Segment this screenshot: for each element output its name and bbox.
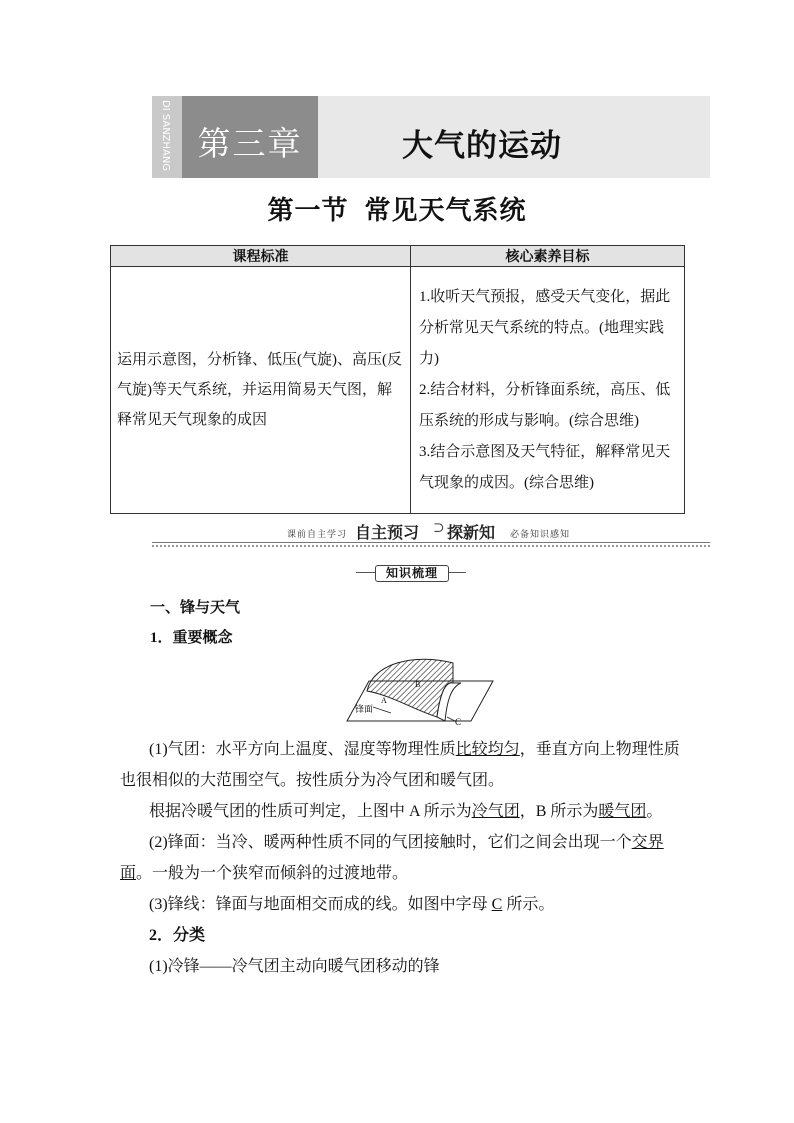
- heading-important-concepts: 1．重要概念: [150, 630, 233, 646]
- underlined-answer: 暖气团: [598, 803, 647, 820]
- goal-item: 2.结合材料，分析锋面系统，高压、低压系统的形成与影响。(综合思维): [419, 381, 671, 429]
- front-arrow-line: [373, 707, 391, 713]
- chapter-number: 第三章: [197, 124, 303, 163]
- goal-item: 1.收听天气预报，感受天气变化，据此分析常见天气系统的特点。(地理实践力): [419, 288, 671, 367]
- chapter-pinyin: DI SANZHANG: [160, 100, 171, 172]
- table-header-goals: 核心素养目标: [411, 246, 685, 267]
- section-name: 常见天气系统: [364, 196, 527, 225]
- para-cold-front: (1)冷锋——冷气团主动向暖气团移动的锋: [149, 958, 440, 975]
- section-number: 第一节: [267, 196, 349, 225]
- standards-table: [110, 245, 685, 514]
- text: ，B 所示为: [519, 803, 599, 820]
- front-diagram: [345, 655, 495, 727]
- underlined-answer: 比较均匀: [455, 741, 520, 758]
- front-surface-label: 锋面: [355, 704, 374, 714]
- label-c-leader: [447, 717, 455, 721]
- para-air-mass: [120, 734, 680, 796]
- table-row: [111, 267, 685, 514]
- text: 。: [646, 803, 663, 820]
- underlined-answer: 交界面: [120, 834, 664, 882]
- chapter-banner: [152, 96, 710, 178]
- heading-classification: 2．分类: [149, 927, 206, 944]
- pinyin-strip: [152, 96, 182, 178]
- goal-item: 3.结合示意图及天气特征，解释常见天气现象的成因。(综合思维): [419, 443, 671, 491]
- para-judge: [120, 796, 680, 827]
- knowledge-pill-wrap: [356, 565, 466, 581]
- text: 。一般为一个狭窄而倾斜的过渡地带。: [136, 865, 409, 882]
- course-standard-cell: 运用示意图，分析锋、低压(气旋)、高压(反气旋)等天气系统，并运用简易天气图，解释常见天气现象的成因: [111, 267, 411, 514]
- divider-line: [152, 542, 710, 543]
- text: 所示。: [506, 896, 555, 913]
- divider-main-title: 自主预习: [355, 523, 420, 542]
- para-front-surface: [120, 827, 680, 889]
- section-title: [0, 190, 794, 227]
- underlined-answer: 冷气团: [471, 803, 520, 820]
- chapter-number-box: [182, 96, 318, 178]
- divider-dotted-line: [152, 545, 710, 547]
- divider-arrow-icon: ⊃: [433, 521, 445, 536]
- label-c: C: [455, 717, 462, 727]
- preview-divider: [152, 520, 710, 548]
- divider-right-caption: 必备知识感知: [510, 529, 571, 539]
- text: ，垂直方向上物理性质也很相似的大范围空气。按性质分为冷气团和暖气团。: [120, 741, 680, 789]
- core-goals-cell: [411, 267, 685, 514]
- text: 根据冷暖气团的性质可判定，上图中 A 所示为: [149, 803, 472, 820]
- table-header-standard: 课程标准: [111, 246, 411, 267]
- para-front-line: [120, 889, 680, 920]
- divider-sub-title: 探新知: [447, 523, 496, 542]
- text: (1)气团：水平方向上温度、湿度等物理性质: [149, 741, 456, 758]
- divider-left-caption: 课前自主学习: [287, 529, 348, 539]
- text: (3)锋线：锋面与地面相交而成的线。如图中字母: [149, 896, 488, 913]
- label-a: A: [381, 696, 387, 705]
- label-b: B: [415, 680, 421, 689]
- underlined-answer: C: [491, 896, 503, 913]
- knowledge-pill: 知识梳理: [375, 565, 449, 582]
- chapter-title: 大气的运动: [402, 128, 562, 163]
- table-header-row: [111, 246, 685, 267]
- text: (2)锋面：当冷、暖两种性质不同的气团接触时，它们之间会出现一个: [149, 834, 632, 851]
- heading-front-weather: 一、锋与天气: [150, 600, 241, 616]
